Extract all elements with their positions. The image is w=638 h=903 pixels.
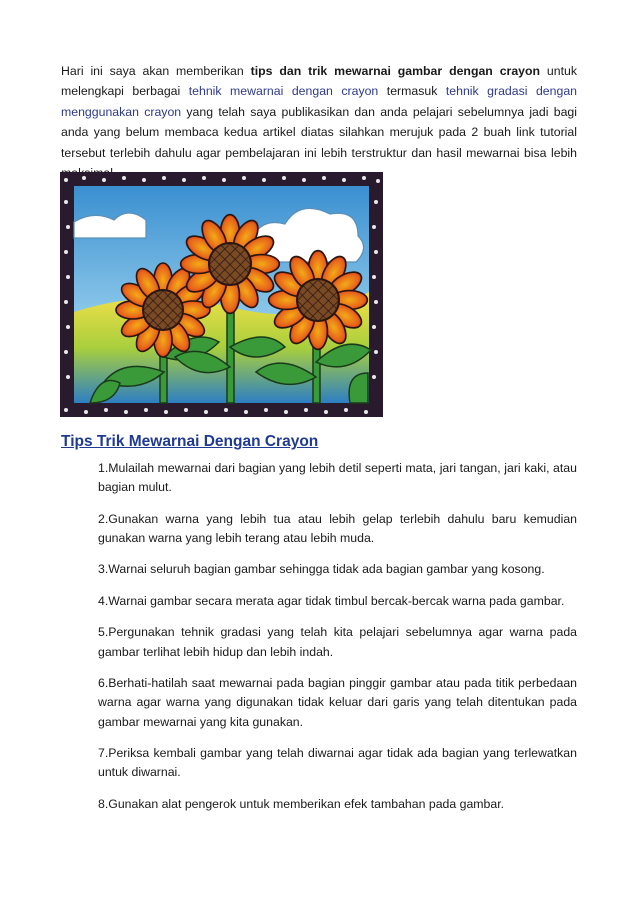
tip-item: 8.Gunakan alat pengerok untuk memberikan efek tambahan pada gambar. <box>98 796 505 811</box>
intro-text-3: termasuk <box>378 84 446 99</box>
intro-text-2: untuk melengkapi berbagai <box>61 64 578 99</box>
tip-item: 4.Warnai gambar secara merata agar tidak timbul bercak-bercak warna pada gambar. <box>98 593 565 608</box>
intro-text-1: Hari ini saya akan memberikan <box>61 64 251 78</box>
section-title[interactable]: Tips Trik Mewarnai Dengan Crayon <box>61 433 319 450</box>
sunflower-illustration <box>60 172 383 417</box>
intro-paragraph <box>61 61 577 183</box>
intro-bold-phrase: tips dan trik mewarnai gambar dengan crayon <box>250 64 541 78</box>
tip-item: 6.Berhati-hatilah saat mewarnai pada bagian pinggir gambar atau pada titik perbedaan warna agar warna yang digunakan tidak keluar dari garis yang telah ditentukan pada gambar mewarnai yang kita gunakan. <box>98 676 577 729</box>
tip-item: 1.Mulailah mewarnai dari bagian yang lebih detil seperti mata, jari tangan, jari kaki, atau bagian mulut. <box>98 461 577 495</box>
link-tehnik-gradasi[interactable]: tehnik gradasi dengan menggunakan crayon <box>61 84 578 119</box>
tip-item: 5.Pergunakan tehnik gradasi yang telah kita pelajari sebelumnya agar warna pada gambar terlihat lebih hidup dan lebih indah. <box>98 625 577 659</box>
tip-item: 7.Periksa kembali gambar yang telah diwarnai agar tidak ada bagian yang terlewatkan untuk diwarnai. <box>98 746 577 780</box>
tips-list <box>98 459 577 826</box>
intro-text-4: yang telah saya publikasikan dan anda pelajari sebelumnya jadi bagi anda yang belum membaca kedua artikel diatas silahkan merujuk pada 2 buah link tutorial tersebut terlebih dahulu agar pembelajaran ini lebih terstruktur dan hasil mewarnai bisa lebih <box>61 104 577 160</box>
tip-item: 2.Gunakan warna yang lebih tua atau lebih gelap terlebih dahulu baru kemudian gunakan warna yang lebih terang atau lebih muda. <box>98 511 577 545</box>
tip-item: 3.Warnai seluruh bagian gambar sehingga tidak ada bagian gambar yang kosong. <box>98 562 545 577</box>
link-tehnik-mewarnai[interactable]: tehnik mewarnai dengan crayon <box>188 84 379 99</box>
